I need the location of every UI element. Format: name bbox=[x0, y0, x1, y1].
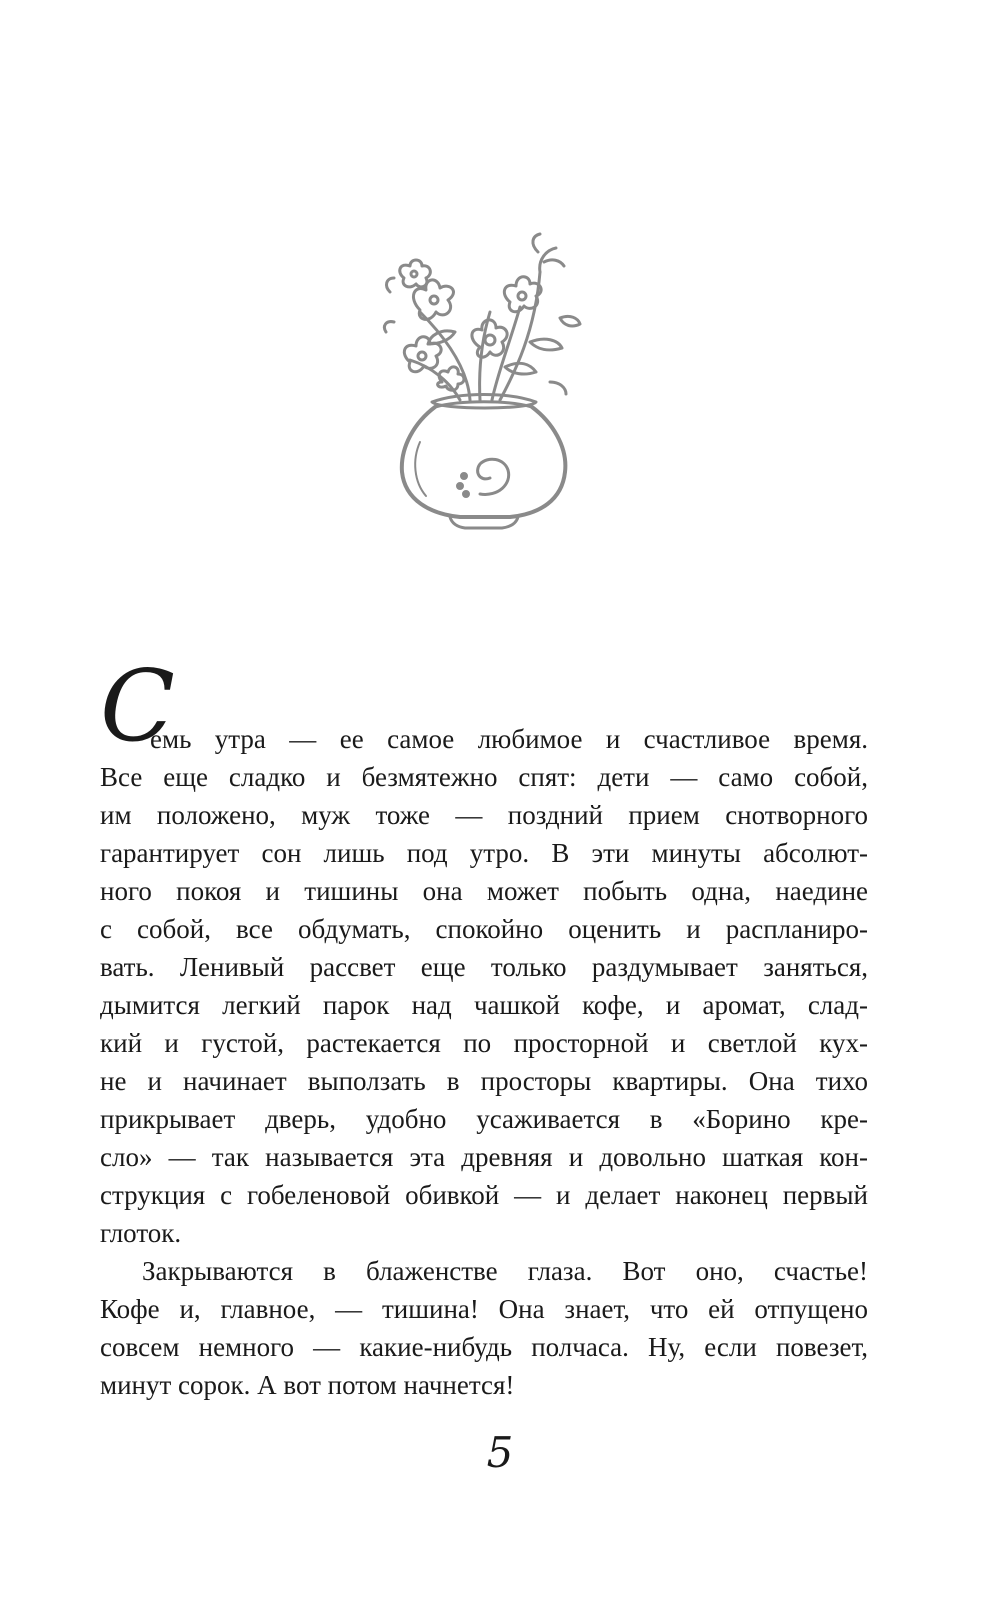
text-line: Все еще сладко и безмятежно спят: дети — само собой, bbox=[100, 762, 868, 792]
page-number: 5 bbox=[486, 1428, 514, 1477]
text-line: вать. Ленивый рассвет еще только раздумывает заняться, bbox=[100, 952, 868, 982]
text-line: с собой, все обдумать, спокойно оценить и распланиро- bbox=[100, 914, 868, 944]
text-line: минут сорок. А вот потом начнется! bbox=[100, 1370, 515, 1400]
text-line: им положено, муж тоже — поздний прием снотворного bbox=[100, 800, 868, 830]
flower-vase-icon bbox=[380, 232, 590, 542]
text-line: струкция с гобеленовой обивкой — и делает наконец первый bbox=[100, 1180, 868, 1210]
drop-cap: С bbox=[100, 650, 175, 764]
body-text bbox=[100, 650, 868, 1404]
text-line: глоток. bbox=[100, 1218, 182, 1248]
text-line: гарантирует сон лишь под утро. В эти минуты абсолют- bbox=[100, 838, 868, 868]
text-line: совсем немного — какие-нибудь полчаса. Ну, если повезет, bbox=[100, 1332, 868, 1362]
paragraph-2 bbox=[100, 1252, 868, 1404]
text-line: прикрывает дверь, удобно усаживается в «Борино кре- bbox=[100, 1104, 868, 1134]
text-line: С емь утра — ее самое любимое и счастливое время. bbox=[100, 650, 868, 764]
text-line: ного покоя и тишины она может побыть одна, наедине bbox=[100, 876, 868, 906]
text-line: дымится легкий парок над чашкой кофе, и аромат, слад- bbox=[100, 990, 868, 1020]
text-line: Закрываются в блаженстве глаза. Вот оно, счастье! bbox=[142, 1256, 868, 1286]
text-line: сло» — так называется эта древняя и довольно шаткая кон- bbox=[100, 1142, 868, 1172]
text-line: кий и густой, растекается по просторной и светлой кух- bbox=[100, 1028, 868, 1058]
text-line: не и начинает выползать в просторы квартиры. Она тихо bbox=[100, 1066, 868, 1096]
text-line: Кофе и, главное, — тишина! Она знает, что ей отпущено bbox=[100, 1294, 868, 1324]
paragraph-1 bbox=[100, 650, 868, 1252]
